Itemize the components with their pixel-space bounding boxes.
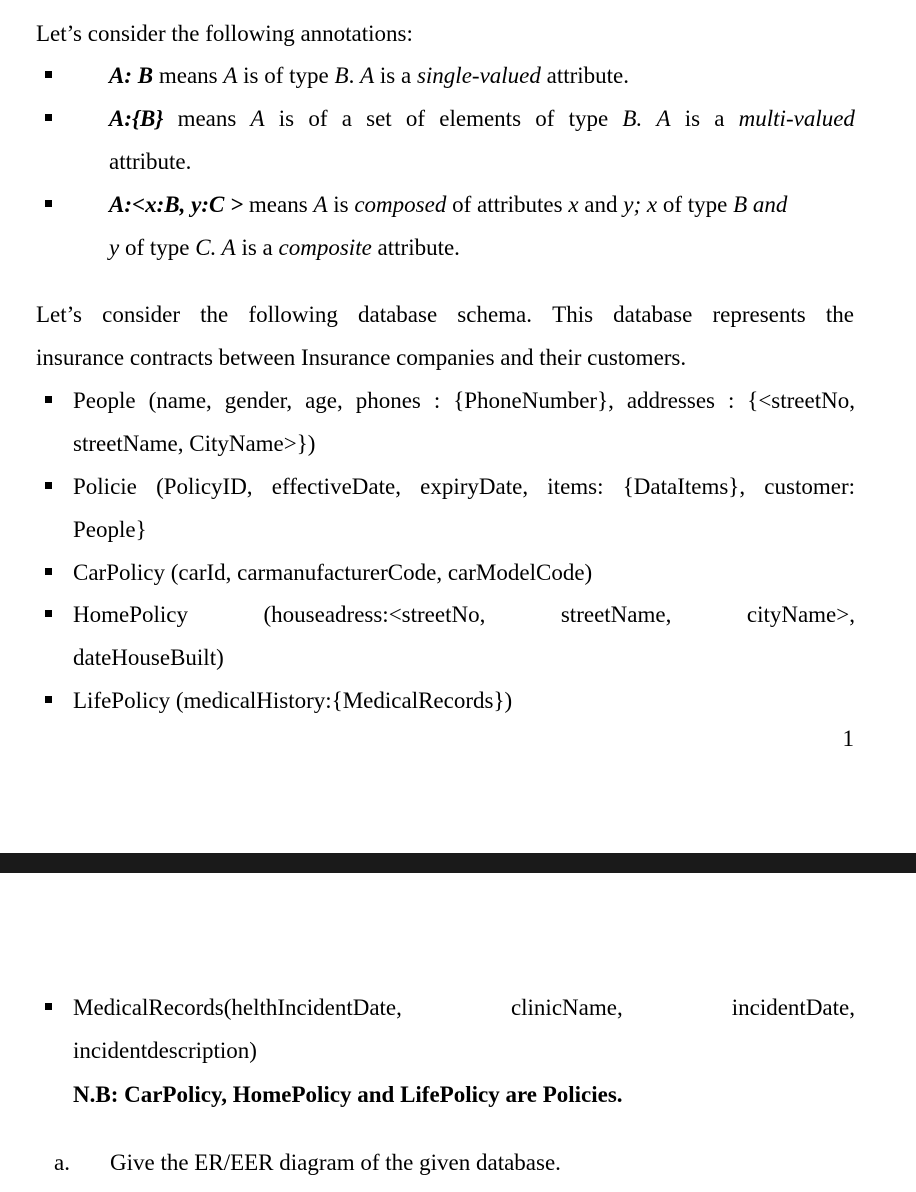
intro-text: Let’s consider the following annotations: — [36, 21, 413, 46]
annotation-multi-valued-cont: attribute. — [109, 149, 192, 174]
bullet-icon — [45, 396, 52, 403]
schema-policie: Policie (PolicyID, effectiveDate, expiryDate, items: {DataItems}, customer: — [73, 474, 855, 499]
schema-homepolicy: HomePolicy (houseadress:<streetNo, streetName, cityName>, — [73, 602, 855, 627]
question-text: Give the ER/EER diagram of the given database. — [110, 1150, 561, 1175]
bullet-icon — [45, 114, 52, 121]
schema-people-cont: streetName, CityName>}) — [73, 431, 316, 456]
bullet-icon — [45, 696, 52, 703]
schema-intro-line2: insurance contracts between Insurance companies and their customers. — [36, 345, 687, 370]
bullet-icon — [45, 1003, 52, 1010]
annotation-composite: A:<x:B, y:C > means A is composed of attributes x and y; x of type B and — [109, 192, 788, 217]
annotation-composite-cont: y of type C. A is a composite attribute. — [109, 235, 460, 260]
question-label: a. — [54, 1150, 70, 1175]
schema-medicalrecords: MedicalRecords(helthIncidentDate, clinicName, incidentDate, — [73, 995, 855, 1020]
annotation-single-valued: A: B means A is of type B. A is a single-valued attribute. — [109, 63, 630, 88]
bullet-icon — [45, 610, 52, 617]
schema-intro-line1: Let’s consider the following database schema. This database represents the — [36, 302, 854, 327]
schema-policie-cont: People} — [73, 517, 147, 542]
schema-carpolicy: CarPolicy (carId, carmanufacturerCode, carModelCode) — [73, 560, 593, 585]
annotation-multi-valued: A:{B} means A is of a set of elements of type B. A is a multi-valued — [109, 106, 855, 131]
page-number: 1 — [842, 726, 854, 751]
nb-note: N.B: CarPolicy, HomePolicy and LifePolicy are Policies. — [73, 1082, 623, 1107]
bullet-icon — [45, 482, 52, 489]
schema-lifepolicy: LifePolicy (medicalHistory:{MedicalRecords}) — [73, 688, 513, 713]
schema-medicalrecords-cont: incidentdescription) — [73, 1038, 257, 1063]
bullet-icon — [45, 200, 52, 207]
schema-people: People (name, gender, age, phones : {PhoneNumber}, addresses : {<streetNo, — [73, 388, 855, 413]
page-divider — [0, 853, 916, 873]
bullet-icon — [45, 71, 52, 78]
schema-homepolicy-cont: dateHouseBuilt) — [73, 645, 224, 670]
bullet-icon — [45, 568, 52, 575]
